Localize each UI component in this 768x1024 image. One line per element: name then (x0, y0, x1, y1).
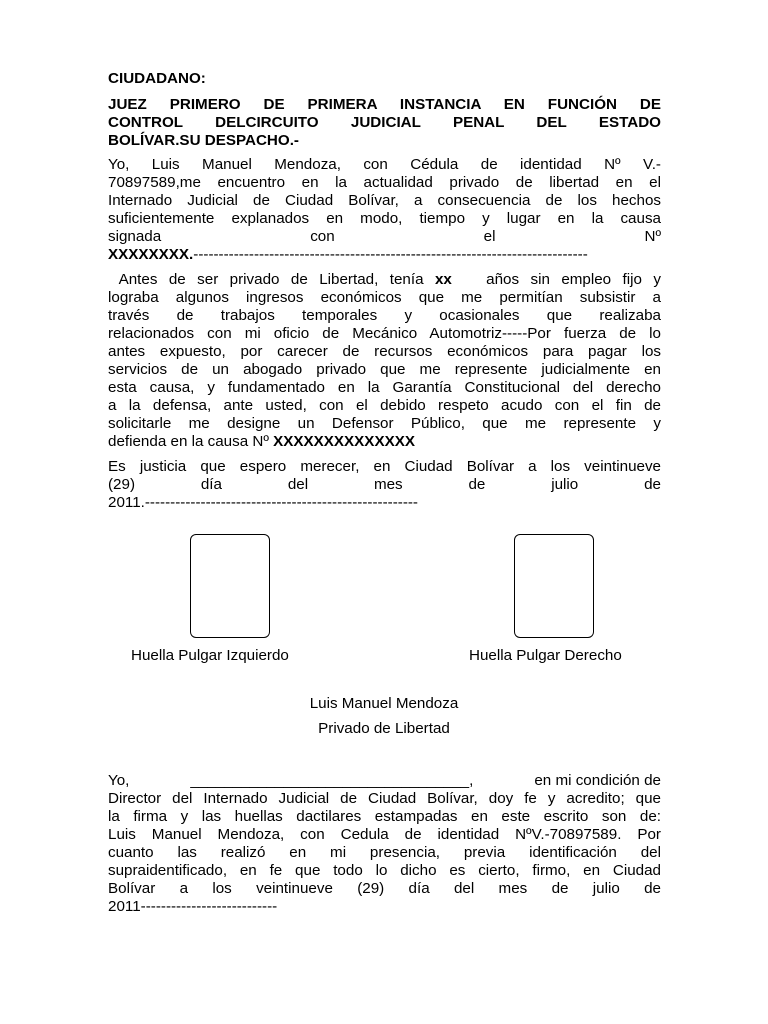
p2-line-1-b: años sin empleo fijo y (451, 271, 661, 288)
p2-line-7: esta causa, y fundamentado en la Garantía Constitucional del derecho (108, 379, 661, 396)
salutation: CIUDADANO: (108, 70, 206, 87)
p2-line-4: relacionados con mi oficio de Mecánico Automotriz-----Por fuerza de lo (108, 325, 661, 342)
p3-line-3: 2011.------------------------------------------------------ (108, 494, 418, 511)
p1-line-2: 70897589,me encuentro en la actualidad privado de libertad en el (108, 174, 661, 191)
p2-line-2: lograba algunos ingresos económicos que me permitían subsistir a (108, 289, 661, 306)
p2-line-3: través de trabajos temporales y ocasionales que realizaba (108, 307, 661, 324)
cert-line-5: cuanto las realizó en mi presencia, previa identificación del (108, 844, 661, 861)
p1-line-6 (108, 246, 661, 264)
left-thumbprint-box (190, 534, 270, 638)
addressee-line-3: BOLÍVAR.SU DESPACHO.- (108, 132, 299, 149)
p1-line-3: Internado Judicial de Ciudad Bolívar, a consecuencia de los hechos (108, 192, 661, 209)
cert-line-1 (108, 772, 661, 790)
p2-line-1-a: Antes de ser privado de Libertad, tenía (108, 271, 435, 288)
addressee-line-1: JUEZ PRIMERO DE PRIMERA INSTANCIA EN FUNCIÓN DE (108, 96, 661, 113)
p2-line-1 (108, 271, 661, 289)
right-thumbprint-label: Huella Pulgar Derecho (469, 647, 622, 664)
p2-line-5: antes expuesto, por carecer de recursos económicos para pagar los (108, 343, 661, 360)
cert-line-8: 2011--------------------------- (108, 898, 278, 915)
p2-line-10 (108, 433, 661, 451)
cert-line-3: la firma y las huellas dactilares estampadas en este escrito son de: (108, 808, 661, 825)
p3-line-2: (29) día del mes de julio de (108, 476, 661, 493)
p3-line-1: Es justicia que espero merecer, en Ciudad Bolívar a los veintinueve (108, 458, 661, 475)
signatory-role: Privado de Libertad (318, 720, 450, 737)
cert-line-4: Luis Manuel Mendoza, con Cedula de identidad NºV.-70897589. Por (108, 826, 661, 843)
p2-line-9: solicitarle me designe un Defensor Público, que me represente y (108, 415, 661, 432)
p1-dash-fill: ------------------------------------------------------------------------------ (193, 246, 588, 263)
cert-line-7: Bolívar a los veintinueve (29) día del mes de julio de (108, 880, 661, 897)
cert-line-2: Director del Internado Judicial de Ciudad Bolívar, doy fe y acredito; que (108, 790, 661, 807)
p2-line-6: servicios de un abogado privado que me represente judicialmente en (108, 361, 661, 378)
addressee-line-2: CONTROL DELCIRCUITO JUDICIAL PENAL DEL ESTADO (108, 114, 661, 131)
signatory-name: Luis Manuel Mendoza (309, 695, 459, 712)
p1-line-5: signada con el Nº (108, 228, 661, 245)
director-name-blank: _________________________________, (190, 772, 474, 789)
cert-line-1-a: Yo, (108, 772, 130, 789)
cert-line-1-b: en mi condición de (534, 772, 661, 789)
case-number: XXXXXXXX. (108, 246, 194, 263)
p2-line-10-a: defienda en la causa Nº (108, 433, 274, 450)
p1-line-4: suficientemente explanados en modo, tiempo y lugar en la causa (108, 210, 661, 227)
case-number-placeholder: XXXXXXXXXXXXXX (273, 433, 415, 450)
left-thumbprint-label: Huella Pulgar Izquierdo (131, 647, 289, 664)
cert-line-6: supraidentificado, en fe que todo lo dicho es cierto, firmo, en Ciudad (108, 862, 661, 879)
p1-line-1: Yo, Luis Manuel Mendoza, con Cédula de identidad Nº V.- (108, 156, 661, 173)
p2-line-8: a la defensa, ante usted, con el debido respeto acudo con el fin de (108, 397, 661, 414)
years-placeholder: xx (434, 271, 452, 288)
right-thumbprint-box (514, 534, 594, 638)
